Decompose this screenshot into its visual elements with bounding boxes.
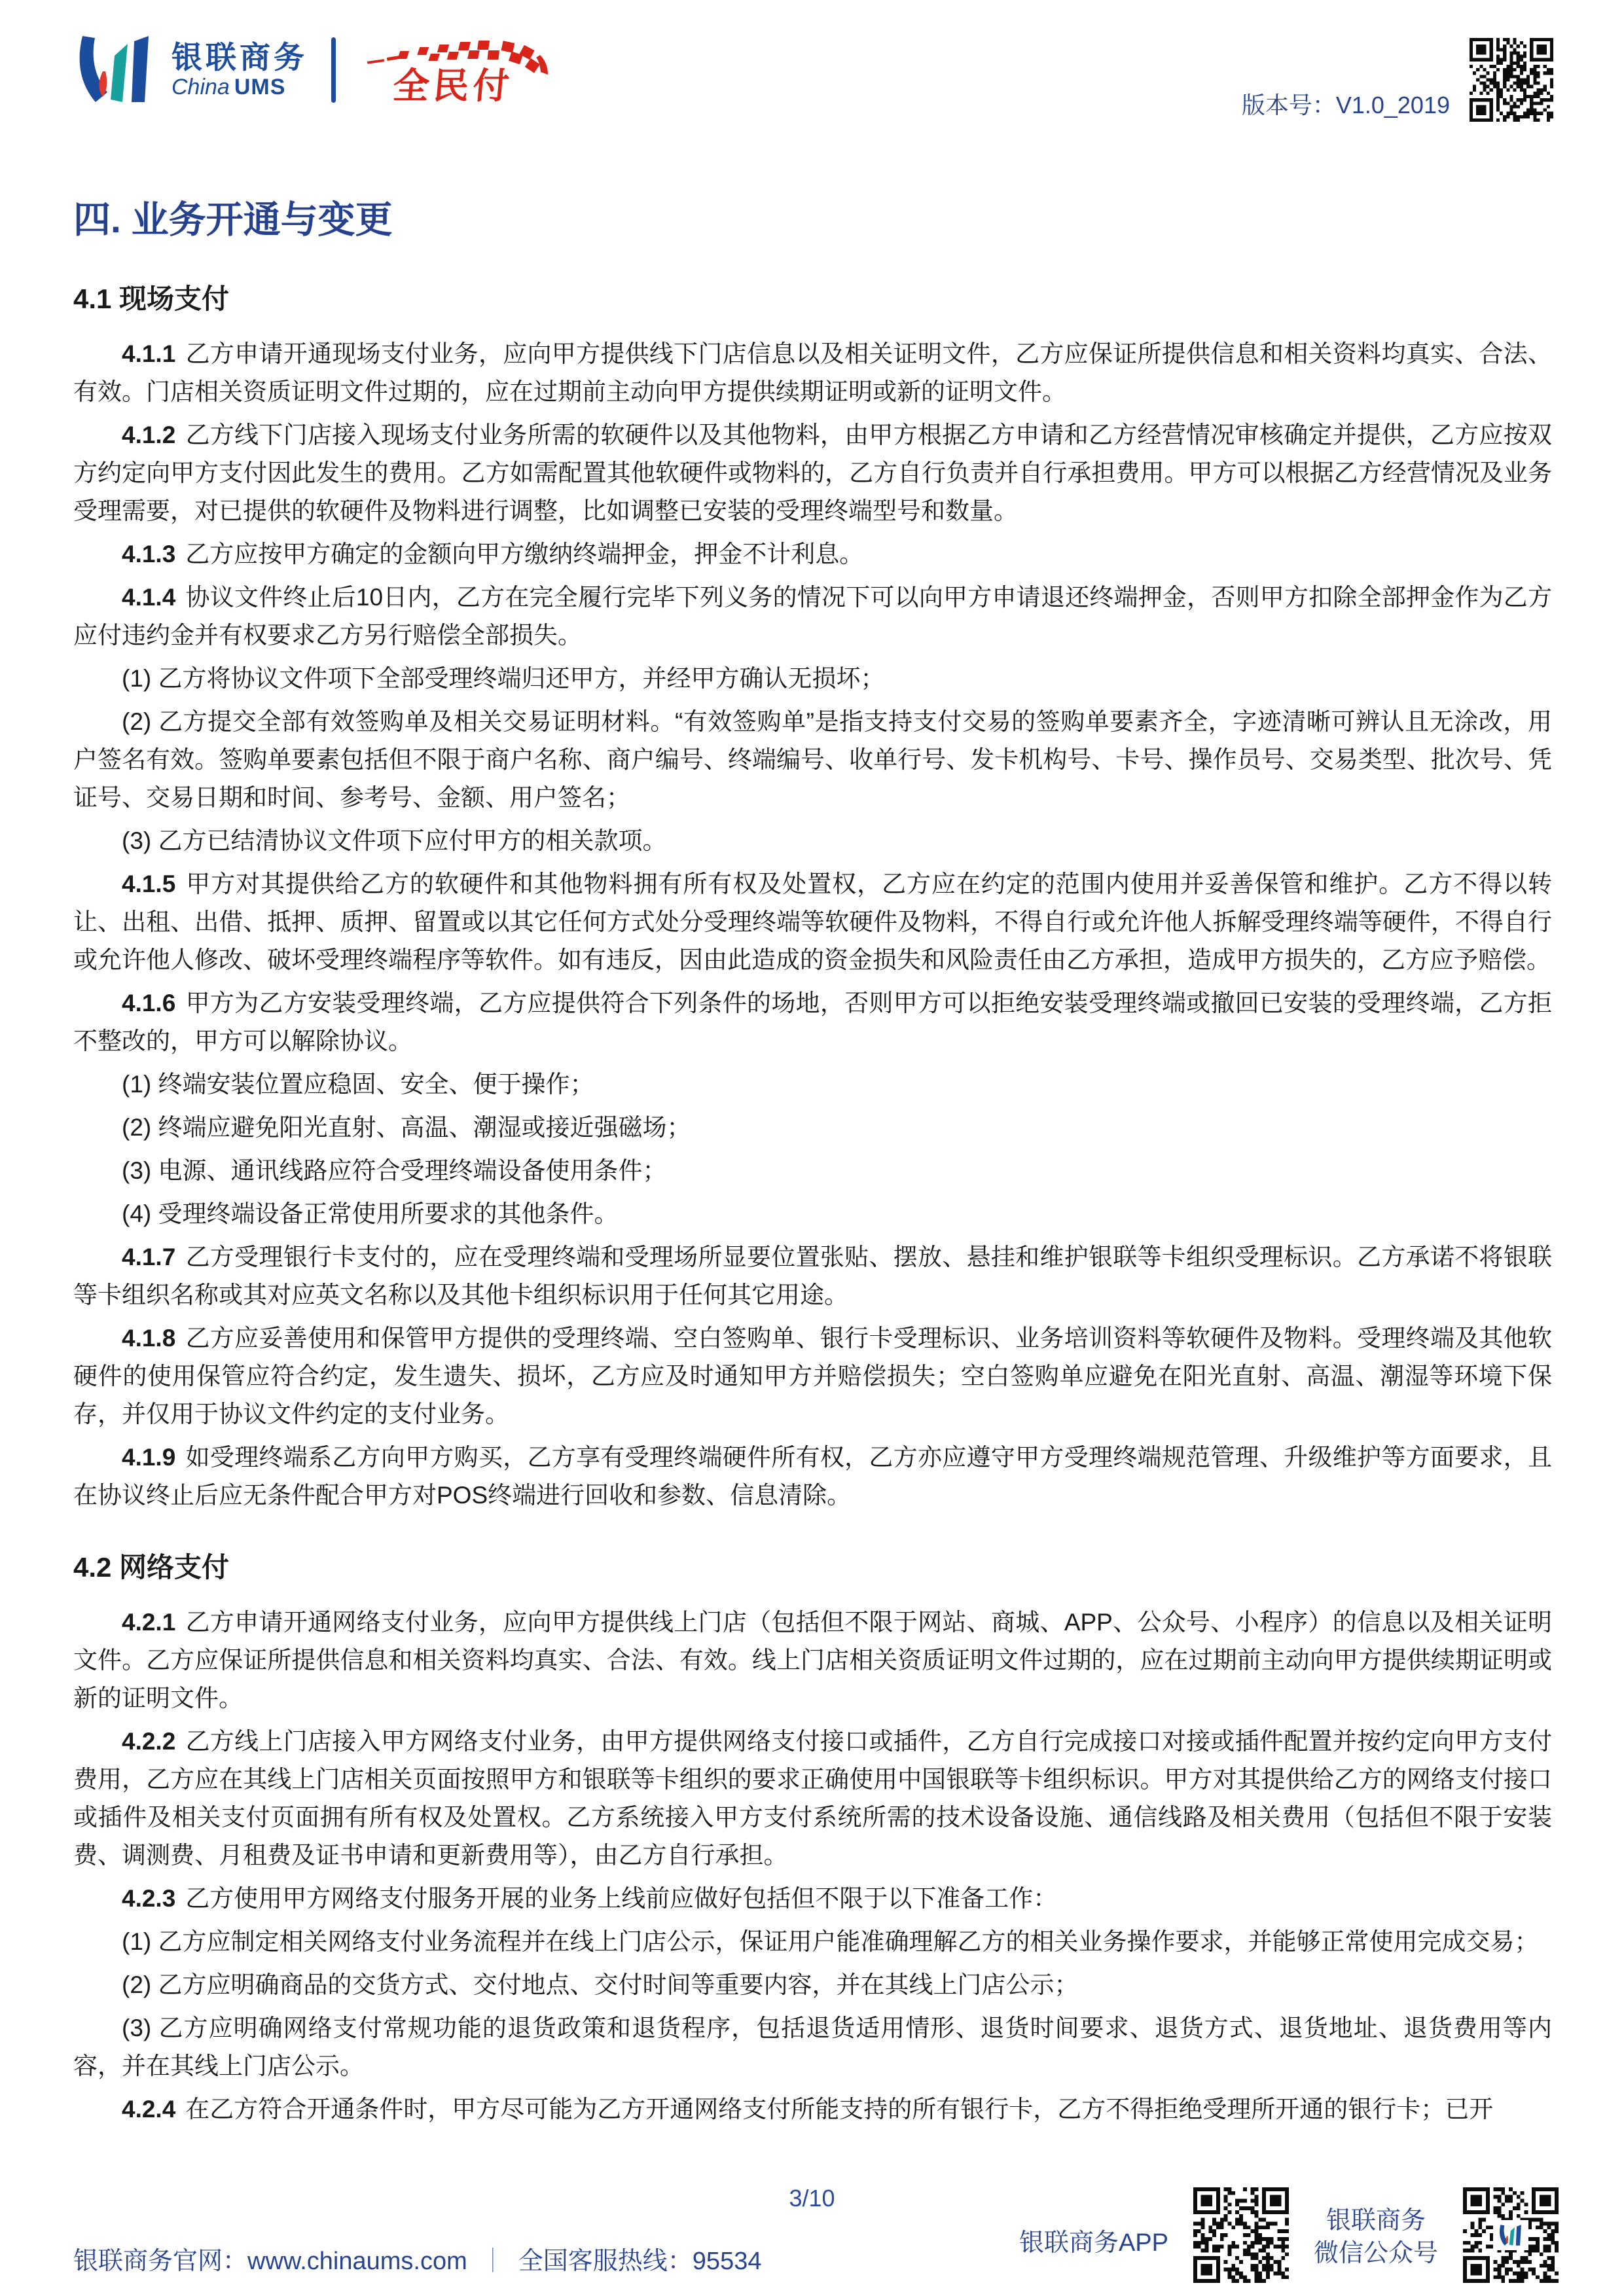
clause-4-1-3: 4.1.3 乙方应按甲方确定的金额向甲方缴纳终端押金，押金不计利息。 (122, 541, 864, 567)
list-item: (1) 终端安装位置应稳固、安全、便于操作； (122, 1071, 594, 1098)
clause-4-2-1: 4.2.1 乙方申请开通网络支付业务，应向甲方提供线上门店（包括但不限于网站、商城、APP、公众号、小程序）的信息以及相关证明文件。乙方应保证所提供信息和相关资料均真实、合法、有效。线上门店相关资质证明文件过期的，应在过期前主动向甲方提供续期证明或新的证明文件。 (73, 1609, 1552, 1712)
clause-4-1-9: 4.1.9 如受理终端系乙方向甲方购买，乙方享有受理终端硬件所有权，乙方亦应遵守甲方受理终端规范管理、升级维护等方面要求，且在协议终止后应无条件配合甲方对POS终端进行回收和参数、信息清除。 (73, 1444, 1552, 1509)
app-qr (1193, 2187, 1289, 2283)
page-footer (73, 2187, 1559, 2283)
clause-4-2-4: 4.2.4 在乙方符合开通条件时，甲方尽可能为乙方开通网络支付所能支持的所有银行卡，乙方不得拒绝受理所开通的银行卡；已开 (122, 2096, 1494, 2123)
product-logo (359, 31, 562, 109)
footer-website: 银联商务官网：www.chinaums.com (73, 2248, 467, 2275)
wechat-qr (1463, 2187, 1559, 2283)
wechat-qr-label: 银联商务 微信公众号 (1313, 2207, 1438, 2267)
page-header (73, 31, 1553, 122)
clause-4-1-6: 4.1.6 甲方为乙方安装受理终端，乙方应提供符合下列条件的场地，否则甲方可以拒绝安装受理终端或撤回已安装的受理终端，乙方拒不整改的，甲方可以解除协议。 (73, 990, 1552, 1054)
section-heading-4-1: 4.1 现场支付 (73, 283, 230, 314)
version-area (1242, 38, 1553, 122)
page-number: 3/10 (789, 2185, 835, 2212)
clause-4-1-7: 4.1.7 乙方受理银行卡支付的，应在受理终端和受理场所显要位置张贴、摆放、悬挂和维护银联等卡组织受理标识。乙方承诺不将银联等卡组织名称或其对应英文名称以及其他卡组织标识用于任何其它用途。 (73, 1244, 1552, 1308)
footer-hotline: 全国客服热线：95534 (518, 2248, 762, 2275)
chapter-title: 四. 业务开通与变更 (73, 199, 393, 241)
clause-4-1-8: 4.1.8 乙方应妥善使用和保管甲方提供的受理终端、空白签购单、银行卡受理标识、业务培训资料等软硬件及物料。受理终端及其他软硬件的使用保管应符合约定，发生遗失、损坏，乙方应及时通知甲方并赔偿损失；空白签购单应避免在阳光直射、高温、潮湿等环境下保存，并仅用于协议文件约定的支付业务。 (73, 1325, 1552, 1427)
brand-logo (73, 31, 562, 109)
footer-qr-area (1019, 2187, 1559, 2283)
footer-divider: ｜ (480, 2248, 505, 2275)
ums-logo-mini (1493, 2220, 1528, 2250)
version-label: 版本号：V1.0_2019 (1241, 92, 1450, 118)
clause-4-1-5: 4.1.5 甲方对其提供给乙方的软硬件和其他物料拥有所有权及处置权，乙方应在约定的范围内使用并妥善保管和维护。乙方不得以转让、出租、出借、抵押、质押、留置或以其它任何方式处分受理终端等软硬件及物料，不得自行或允许他人拆解受理终端等硬件，不得自行或允许他人修改、破坏受理终端程序等软件。如有违反，因由此造成的资金损失和风险责任由乙方承担，造成甲方损失的，乙方应予赔偿。 (73, 870, 1552, 973)
brand-text (171, 41, 308, 99)
app-qr-label: 银联商务APP (1019, 2229, 1168, 2257)
list-item: (3) 电源、通讯线路应符合受理终端设备使用条件； (122, 1157, 667, 1184)
clause-4-2-3: 4.2.3 乙方使用甲方网络支付服务开展的业务上线前应做好包括但不限于以下准备工作： (122, 1885, 1058, 1912)
product-name: 全民付 (391, 65, 515, 106)
list-item: (2) 终端应避免阳光直射、高温、潮湿或接近强磁场； (122, 1114, 691, 1141)
brand-name-cn: 银联商务 (171, 40, 308, 75)
qr-code-app (1193, 2187, 1289, 2283)
list-item: (4) 受理终端设备正常使用所要求的其他条件。 (122, 1200, 619, 1227)
list-item: (2) 乙方应明确商品的交货方式、交付地点、交付时间等重要内容，并在其线上门店公示； (122, 1971, 1079, 1998)
list-item: (1) 乙方应制定相关网络支付业务流程并在线上门店公示，保证用户能准确理解乙方的相关业务操作要求，并能够正常使用完成交易； (122, 1928, 1539, 1955)
brand-separator (331, 37, 336, 103)
clause-4-1-4: 4.1.4 协议文件终止后10日内，乙方在完全履行完毕下列义务的情况下可以向甲方申请退还终端押金，否则甲方扣除全部押金作为乙方应付违约金并有权要求乙方另行赔偿全部损失。 (73, 584, 1552, 649)
brand-name-en: China UMS (171, 75, 286, 99)
clause-4-1-1: 4.1.1 乙方申请开通现场支付业务，应向甲方提供线下门店信息以及相关证明文件，乙方应保证所提供信息和相关资料均真实、合法、有效。门店相关资质证明文件过期的，应在过期前主动向甲方提供续期证明或新的证明文件。 (73, 340, 1552, 405)
list-item: (1) 乙方将协议文件项下全部受理终端归还甲方，并经甲方确认无损坏； (122, 665, 885, 692)
clause-4-1-2: 4.1.2 乙方线下门店接入现场支付业务所需的软硬件以及其他物料，由甲方根据乙方申请和乙方经营情况审核确定并提供，乙方应按双方约定向甲方支付因此发生的费用。乙方如需配置其他软硬件或物料的，乙方自行负责并自行承担费用。甲方可以根据乙方经营情况及业务受理需要，对已提供的软硬件及物料进行调整，比如调整已安装的受理终端型号和数量。 (73, 422, 1552, 524)
footer-contact (73, 2240, 761, 2276)
clause-4-2-2: 4.2.2 乙方线上门店接入甲方网络支付业务，由甲方提供网络支付接口或插件，乙方自行完成接口对接或插件配置并按约定向甲方支付费用，乙方应在其线上门店相关页面按照甲方和银联等卡组织的要求正确使用中国银联等卡组织标识。甲方对其提供给乙方的网络支付接口或插件及相关支付页面拥有所有权及处置权。乙方系统接入甲方支付系统所需的技术设备设施、通信线路及相关费用（包括但不限于安装费、调测费、月租费及证书申请和更新费用等），由乙方自行承担。 (73, 1728, 1552, 1869)
document-body (73, 190, 1552, 2134)
list-item: (3) 乙方已结清协议文件项下应付甲方的相关款项。 (122, 827, 667, 854)
section-heading-4-2: 4.2 网络支付 (73, 1552, 230, 1583)
ums-logo-icon (73, 36, 157, 104)
list-item: (3) 乙方应明确网络支付常规功能的退货政策和退货程序，包括退货适用情形、退货时间要求、退货方式、退货地址、退货费用等内容，并在其线上门店公示。 (73, 2015, 1552, 2079)
list-item: (2) 乙方提交全部有效签购单及相关交易证明材料。“有效签购单”是指支持支付交易的签购单要素齐全，字迹清晰可辨认且无涂改，用户签名有效。签购单要素包括但不限于商户名称、商户编号、终端编号、收单行号、发卡机构号、卡号、操作员号、交易类型、批次号、凭证号、交易日期和时间、参考号、金额、用户签名； (73, 708, 1552, 811)
qr-code-top (1470, 38, 1553, 122)
